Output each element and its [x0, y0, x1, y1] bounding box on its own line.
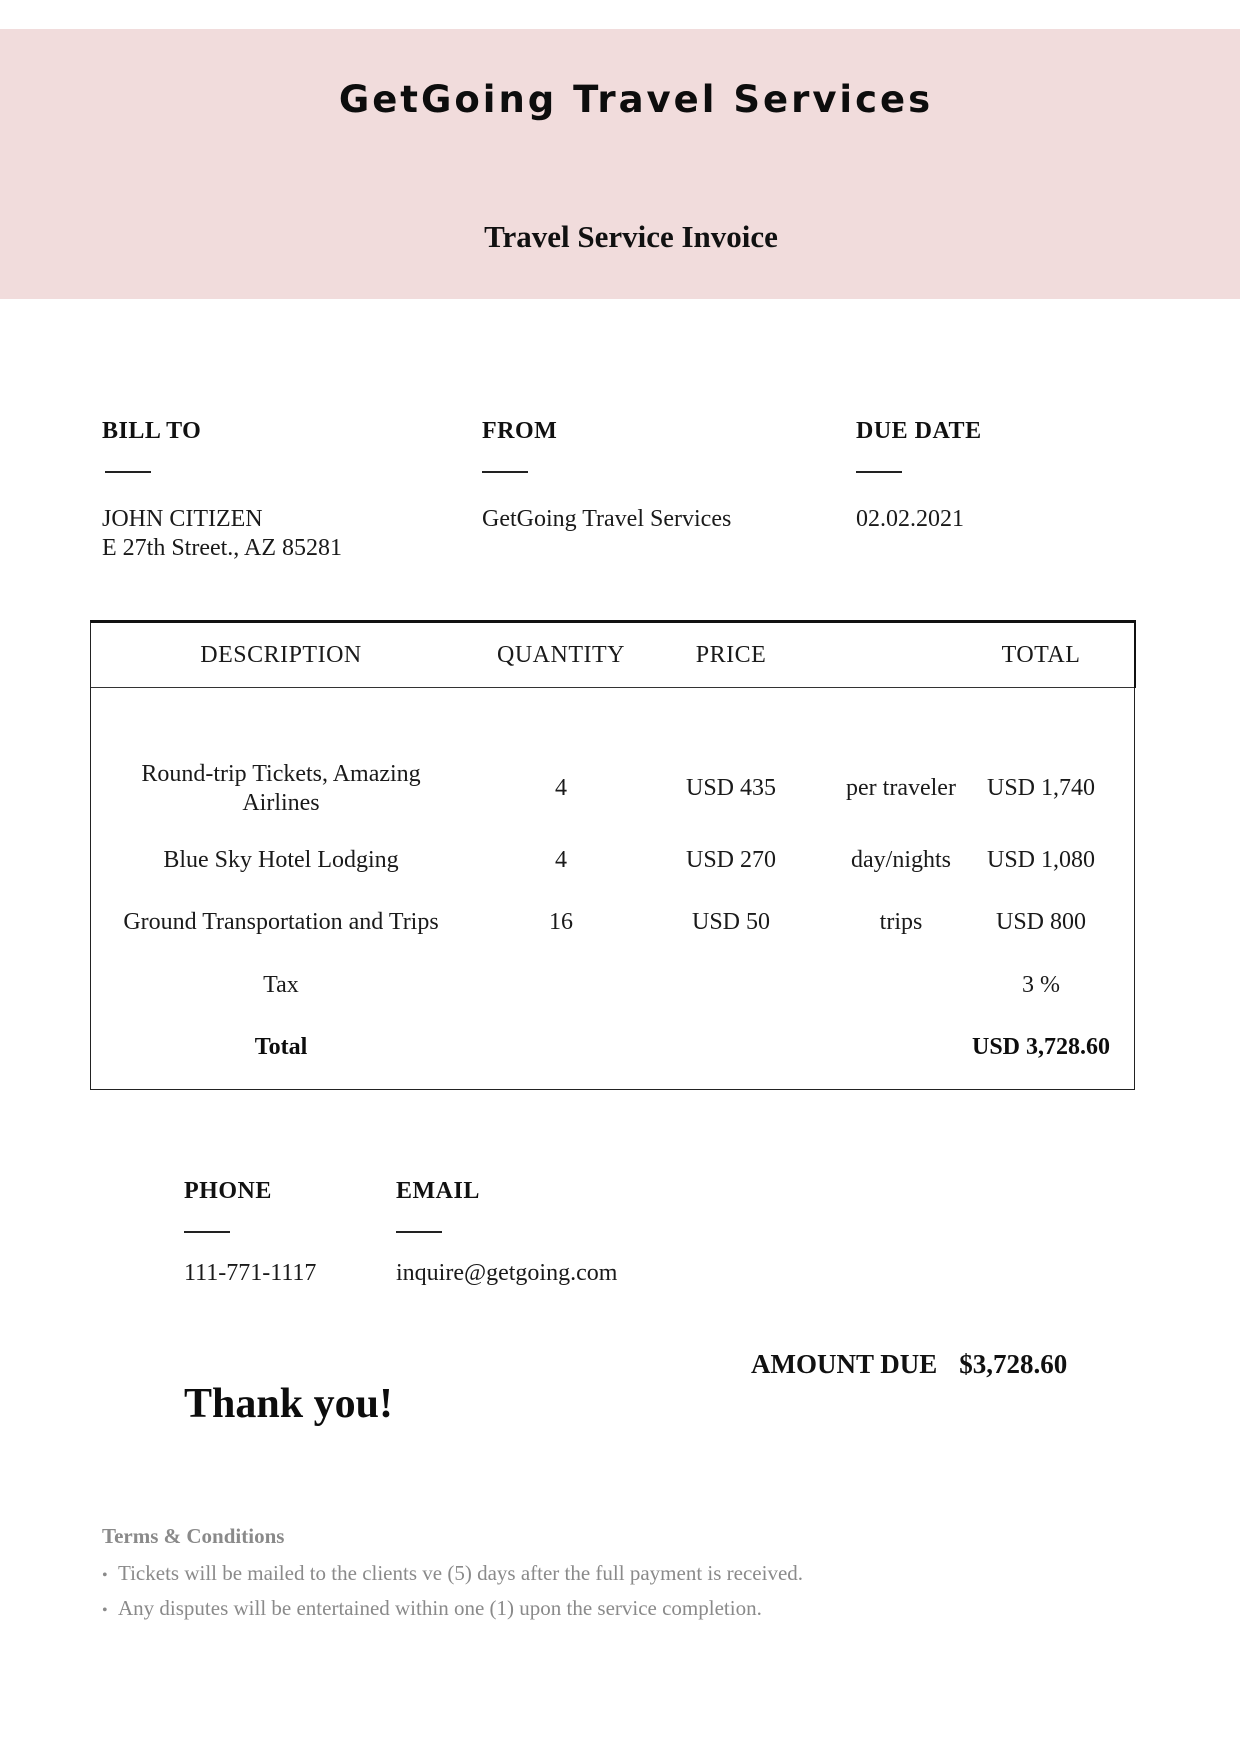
tax-label: Tax	[263, 972, 299, 998]
bill-to-section	[102, 418, 342, 563]
thank-you-message: Thank you!	[184, 1381, 393, 1427]
client-address: E 27th Street., AZ 85281	[102, 535, 342, 561]
total-label: Total	[254, 1034, 308, 1060]
phone-divider	[184, 1231, 230, 1233]
row-1-price: USD 435	[685, 775, 776, 801]
row-3-quantity: 16	[549, 909, 573, 935]
company-name: GetGoing Travel Services	[338, 78, 934, 121]
terms-item-text: Tickets will be mailed to the clients ve (5) days after the full payment is received.	[118, 1561, 804, 1585]
due-date-label: DUE DATE	[856, 418, 982, 444]
tax-value: 3 %	[1022, 972, 1060, 998]
row-3-description: Ground Transportation and Trips	[123, 909, 439, 935]
terms-item	[102, 1592, 803, 1627]
phone-section	[184, 1178, 316, 1288]
due-date-section	[856, 418, 982, 534]
header-divider	[91, 687, 1134, 688]
column-header-quantity: QUANTITY	[497, 642, 625, 668]
amount-due-value: $3,728.60	[959, 1349, 1068, 1379]
column-header-price: PRICE	[695, 642, 767, 668]
phone-value: 111-771-1117	[184, 1260, 317, 1286]
row-2-quantity: 4	[555, 847, 567, 873]
document-title: Travel Service Invoice	[484, 219, 778, 254]
bullet-icon: •	[102, 1602, 108, 1619]
bill-to-value	[102, 505, 342, 563]
email-label: EMAIL	[396, 1178, 480, 1204]
header-edge-line	[1134, 620, 1136, 688]
from-label: FROM	[482, 418, 558, 444]
column-header-description: DESCRIPTION	[200, 642, 362, 668]
terms-title: Terms & Conditions	[102, 1524, 285, 1548]
due-date-divider	[856, 471, 902, 473]
row-1-quantity: 4	[555, 775, 567, 801]
bill-to-label: BILL TO	[102, 418, 202, 444]
from-divider	[482, 471, 528, 473]
row-2-unit: day/nights	[851, 847, 951, 873]
row-3-total: USD 800	[995, 909, 1086, 935]
row-1-unit: per traveler	[846, 775, 956, 801]
client-name: JOHN CITIZEN	[102, 506, 263, 532]
terms-item	[102, 1557, 803, 1592]
header-banner	[0, 29, 1240, 299]
email-divider	[396, 1231, 442, 1233]
terms-item-text: Any disputes will be entertained within one (1) upon the service completion.	[118, 1596, 762, 1620]
row-3-price: USD 50	[691, 909, 770, 935]
line-items-table	[90, 620, 1135, 1090]
row-2-total: USD 1,080	[986, 847, 1095, 873]
row-2-price: USD 270	[685, 847, 776, 873]
email-value: inquire@getgoing.com	[396, 1260, 618, 1286]
row-2-description: Blue Sky Hotel Lodging	[163, 847, 399, 873]
from-section	[482, 418, 731, 534]
due-date-value: 02.02.2021	[856, 506, 964, 532]
amount-due	[751, 1349, 1067, 1380]
column-header-total: TOTAL	[1001, 642, 1081, 668]
terms-list	[102, 1557, 803, 1627]
row-1-total: USD 1,740	[986, 775, 1095, 801]
bullet-icon: •	[102, 1567, 108, 1584]
row-1-description: Round-trip Tickets, Amazing Airlines	[141, 761, 421, 816]
total-value: USD 3,728.60	[971, 1034, 1110, 1060]
row-3-unit: trips	[879, 909, 923, 935]
phone-label: PHONE	[184, 1178, 272, 1204]
bill-to-divider	[105, 471, 151, 473]
email-section	[396, 1178, 617, 1288]
from-value: GetGoing Travel Services	[482, 506, 732, 532]
amount-due-label: AMOUNT DUE	[751, 1349, 938, 1379]
